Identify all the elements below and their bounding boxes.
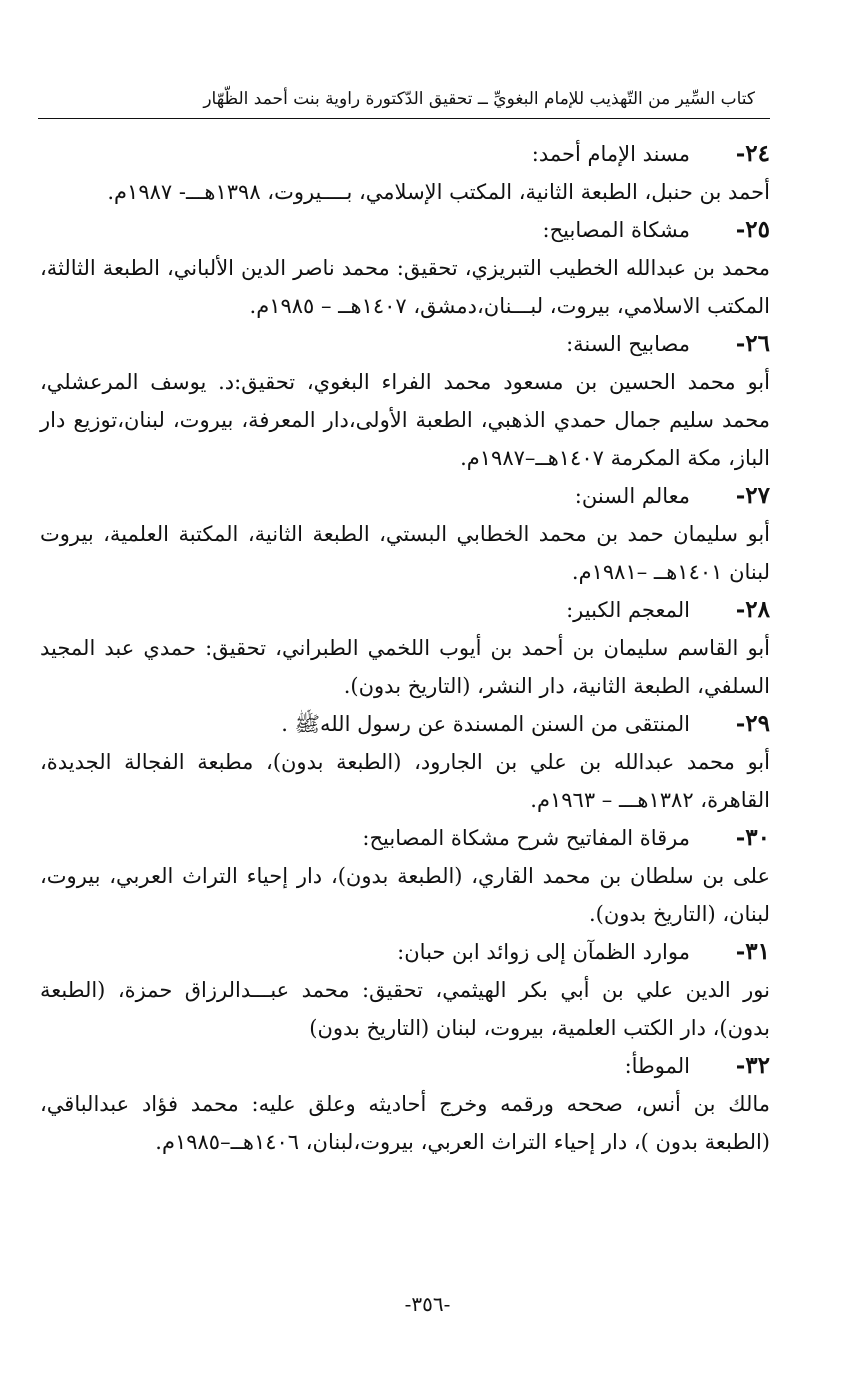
bibliography-entry-24 xyxy=(40,135,770,211)
entry-heading xyxy=(40,591,770,629)
entry-title: المعجم الكبير: xyxy=(566,598,690,622)
entry-number: ٣١- xyxy=(735,938,770,965)
bibliography-entry-25 xyxy=(40,211,770,325)
entry-details: أبو سليمان حمد بن محمد الخطابي البستي، الطبعة الثانية، المكتبة العلمية، بيروت لبنان ١٤٠١هــ –١٩٨١م. xyxy=(40,522,770,584)
entry-title: مرقاة المفاتيح شرح مشكاة المصابيح: xyxy=(362,826,690,850)
entry-heading xyxy=(40,933,770,971)
entry-number: ٢٨- xyxy=(735,596,770,623)
entry-details: على بن سلطان بن محمد القاري، (الطبعة بدون)، دار إحياء التراث العربي، بيروت، لبنان، (التاريخ بدون). xyxy=(40,864,770,926)
entry-details: أبو محمد عبدالله بن علي بن الجارود، (الطبعة بدون)، مطبعة الفجالة الجديدة، القاهرة، ١٣٨٢هـــ – ١٩٦٣م. xyxy=(40,750,770,812)
entry-number: ٢٦- xyxy=(735,330,770,357)
entry-title: الموطأ: xyxy=(624,1054,690,1078)
entry-number: ٢٩- xyxy=(735,710,770,737)
bibliography-entry-26 xyxy=(40,325,770,477)
bibliography-entry-31 xyxy=(40,933,770,1047)
entry-heading xyxy=(40,325,770,363)
entry-title: المنتقى من السنن المسندة عن رسول اللهﷺ . xyxy=(281,712,690,736)
entry-heading xyxy=(40,135,770,173)
entry-details: أبو القاسم سليمان بن أحمد بن أيوب اللخمي الطبراني، تحقيق: حمدي عبد المجيد السلفي، الطبعة الثانية، دار النشر، (التاريخ بدون). xyxy=(40,636,770,698)
entry-heading xyxy=(40,1047,770,1085)
bibliography-entry-30 xyxy=(40,819,770,933)
bibliography-list xyxy=(40,135,770,1161)
entry-details: أبو محمد الحسين بن مسعود محمد الفراء البغوي، تحقيق:د. يوسف المرعشلي، محمد سليم جمال حمدي الذهبي، الطعبة الأولى،دار المعرفة، بيروت، لبنان،توزيع دار الباز، مكة المكرمة ١٤٠٧هــ–١٩٨٧م. xyxy=(40,370,770,470)
entry-details: مالك بن أنس، صححه ورقمه وخرج أحاديثه وعلق عليه: محمد فؤاد عبدالباقي، (الطبعة بدون )، دار إحياء التراث العربي، بيروت،لبنان، ١٤٠٦هــ–١٩٨٥م. xyxy=(40,1092,770,1154)
entry-title: موارد الظمآن إلى زوائد ابن حبان: xyxy=(397,940,690,964)
page-number: -٣٥٦- xyxy=(404,1292,451,1316)
entry-number: ٢٥- xyxy=(735,216,770,243)
header-divider xyxy=(38,118,770,119)
entry-details: نور الدين علي بن أبي بكر الهيثمي، تحقيق: محمد عبـــدالرزاق حمزة، (الطبعة بدون)، دار الكتب العلمية، بيروت، لبنان (التاريخ بدون) xyxy=(40,978,770,1040)
entry-number: ٣٠- xyxy=(735,824,770,851)
entry-title: مصابيح السنة: xyxy=(566,332,690,356)
bibliography-entry-32 xyxy=(40,1047,770,1161)
bibliography-entry-28 xyxy=(40,591,770,705)
entry-heading xyxy=(40,819,770,857)
entry-heading xyxy=(40,705,770,743)
entry-number: ٢٤- xyxy=(735,140,770,167)
bibliography-entry-29 xyxy=(40,705,770,819)
entry-heading xyxy=(40,211,770,249)
entry-details: أحمد بن حنبل، الطبعة الثانية، المكتب الإسلامي، بــــيروت، ١٣٩٨هـــ- ١٩٨٧م. xyxy=(107,180,770,204)
entry-title: مشكاة المصابيح: xyxy=(542,218,690,242)
bibliography-entry-27 xyxy=(40,477,770,591)
entry-heading xyxy=(40,477,770,515)
running-header: كتاب السِّير من التّهذيب للإمام البغويِّ ــ تحقيق الدّكتورة راوية بنت أحمد الظّهّار xyxy=(203,89,755,109)
entry-title: مسند الإمام أحمد: xyxy=(531,142,690,166)
entry-number: ٢٧- xyxy=(735,482,770,509)
entry-title: معالم السنن: xyxy=(574,484,690,508)
entry-number: ٣٢- xyxy=(735,1052,770,1079)
entry-details: محمد بن عبدالله الخطيب التبريزي، تحقيق: محمد ناصر الدين الألباني، الطبعة الثالثة، المكتب الاسلامي، بيروت، لبـــنان،دمشق، ١٤٠٧هــ – ١٩٨٥م. xyxy=(40,256,770,318)
